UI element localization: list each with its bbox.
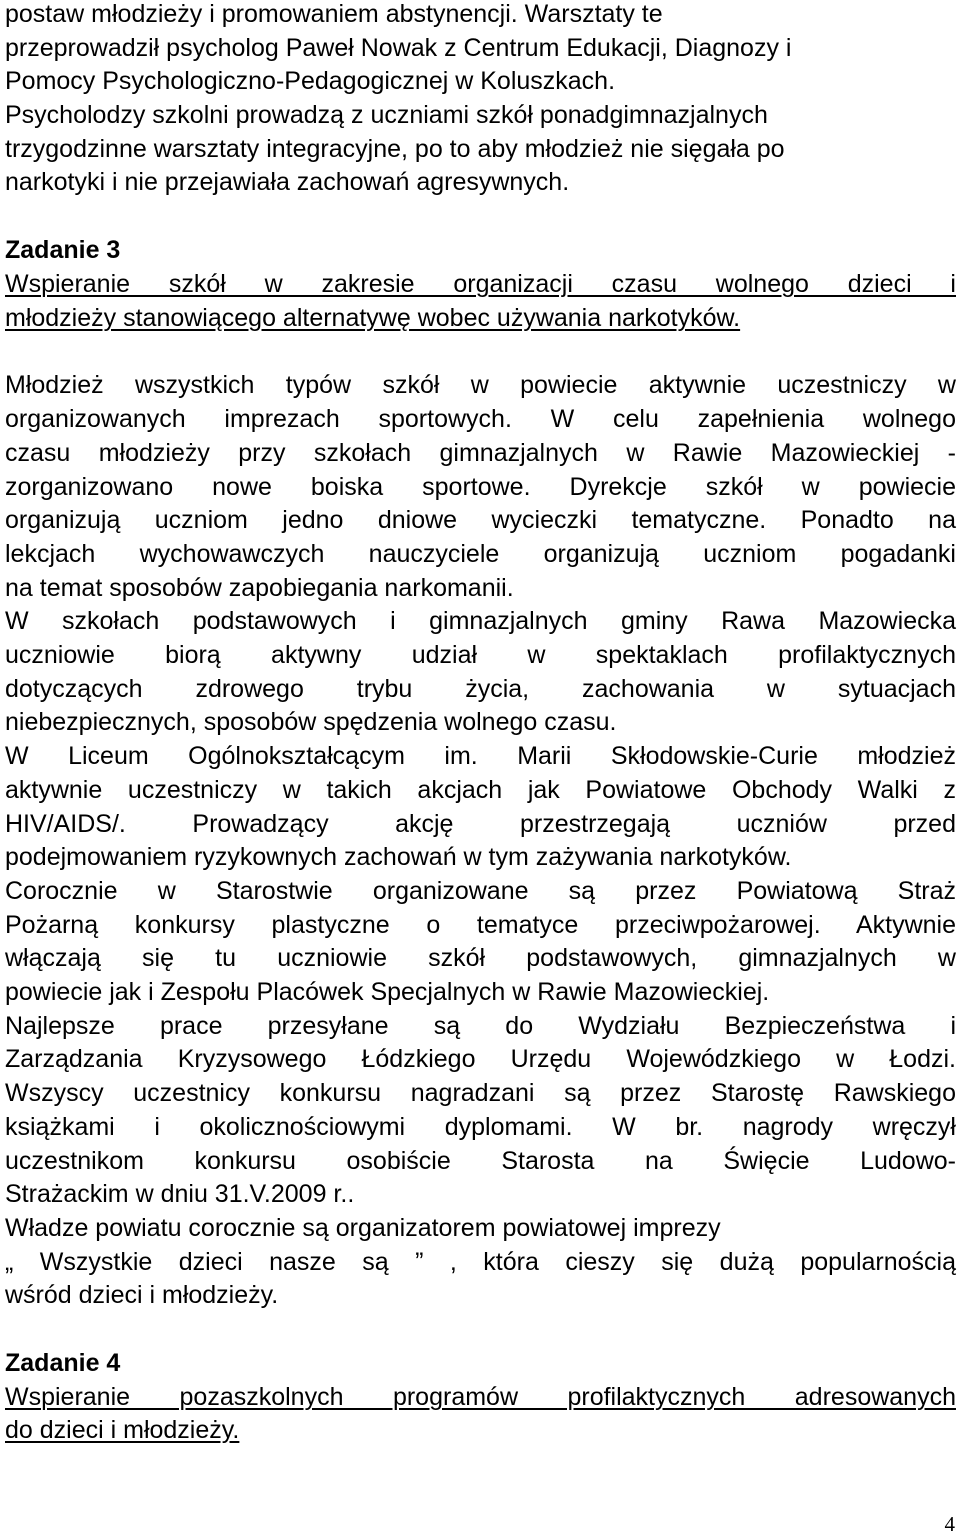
task3-body-line: Corocznie w Starostwie organizowane są przez Powiatową Straż (5, 877, 956, 905)
task3-body-line: na temat sposobów zapobiegania narkomanii. (5, 574, 514, 602)
task3-body-line: czasu młodzieży przy szkołach gimnazjalnych w Rawie Mazowieckiej - (5, 439, 956, 467)
task3-body-line: lekcjach wychowawczych nauczyciele organizują uczniom pogadanki (5, 540, 956, 568)
page-number: 4 (944, 1512, 955, 1536)
task3-body-line: Pożarną konkursy plastyczne o tematyce przeciwpożarowej. Aktywnie (5, 911, 956, 939)
intro-line: przeprowadził psycholog Paweł Nowak z Centrum Edukacji, Diagnozy i (5, 34, 792, 62)
task3-body-line: Wszyscy uczestnicy konkursu nagradzani są przez Starostę Rawskiego (5, 1079, 956, 1107)
task3-body-line: aktywnie uczestniczy w takich akcjach jak Powiatowe Obchody Walki z (5, 776, 956, 804)
task3-body-line: Młodzież wszystkich typów szkół w powiecie aktywnie uczestniczy w (5, 371, 956, 399)
task4-title-text: do dzieci i młodzieży. (5, 1416, 240, 1444)
intro-line: narkotyki i nie przejawiała zachowań agresywnych. (5, 168, 570, 196)
task3-body-line: organizowanych imprezach sportowych. W celu zapełnienia wolnego (5, 405, 956, 433)
task3-body-line: powiecie jak i Zespołu Placówek Specjalnych w Rawie Mazowieckiej. (5, 978, 770, 1006)
intro-line: Psycholodzy szkolni prowadzą z uczniami szkół ponadgimnazjalnych (5, 101, 768, 129)
task3-body-line: książkami i okolicznościowymi dyplomami. W br. nagrody wręczył (5, 1113, 956, 1141)
task3-body-line: uczestnikom konkursu osobiście Starosta na Święcie Ludowo- (5, 1147, 956, 1175)
task3-body-line: W szkołach podstawowych i gimnazjalnych gminy Rawa Mazowiecka (5, 607, 956, 635)
task3-body-line: Najlepsze prace przesyłane są do Wydziału Bezpieczeństwa i (5, 1012, 956, 1040)
task3-body-line: włączają się tu uczniowie szkół podstawowych, gimnazjalnych w (5, 944, 956, 972)
task3-title-line (5, 301, 740, 335)
task3-title-text: Wspieranie szkół w zakresie organizacji czasu wolnego dzieci i (5, 270, 956, 298)
task4-title-line (5, 1413, 239, 1447)
task4-heading: Zadanie 4 (5, 1349, 121, 1377)
task3-title-line (5, 267, 956, 301)
task3-title-text: młodzieży stanowiącego alternatywę wobec używania narkotyków. (5, 304, 741, 332)
task3-body-line: organizują uczniom jedno dniowe wycieczki tematyczne. Ponadto na (5, 506, 956, 534)
task3-body-line: niebezpiecznych, sposobów spędzenia wolnego czasu. (5, 708, 617, 736)
task3-body-line: podejmowaniem ryzykownych zachowań w tym zażywania narkotyków. (5, 843, 792, 871)
task3-body-line: wśród dzieci i młodzieży. (5, 1281, 279, 1309)
intro-line: Pomocy Psychologiczno-Pedagogicznej w Koluszkach. (5, 67, 616, 95)
task3-body-line: dotyczących zdrowego trybu życia, zachowania w sytuacjach (5, 675, 956, 703)
task4-title-text: Wspieranie pozaszkolnych programów profilaktycznych adresowanych (5, 1383, 956, 1411)
intro-line: postaw młodzieży i promowaniem abstynencji. Warsztaty te (5, 0, 663, 28)
intro-line: trzygodzinne warsztaty integracyjne, po to aby młodzież nie sięgała po (5, 135, 785, 163)
task3-body-line: W Liceum Ogólnokształcącym im. Marii Skłodowskie-Curie młodzież (5, 742, 956, 770)
task3-body-line: Zarządzania Kryzysowego Łódzkiego Urzędu Wojewódzkiego w Łodzi. (5, 1045, 956, 1073)
task3-body-line: Strażackim w dniu 31.V.2009 r.. (5, 1180, 355, 1208)
task3-body-line: „ Wszystkie dzieci nasze są ” , która cieszy się dużą popularnością (5, 1248, 956, 1276)
task3-body-line: zorganizowano nowe boiska sportowe. Dyrekcje szkół w powiecie (5, 473, 956, 501)
task3-body-line: Władze powiatu corocznie są organizatorem powiatowej imprezy (5, 1214, 721, 1242)
task3-heading: Zadanie 3 (5, 236, 121, 264)
task3-body-line: uczniowie biorą aktywny udział w spektaklach profilaktycznych (5, 641, 956, 669)
task3-body-line: HIV/AIDS/. Prowadzący akcję przestrzegają uczniów przed (5, 810, 956, 838)
task4-title-line (5, 1380, 956, 1414)
